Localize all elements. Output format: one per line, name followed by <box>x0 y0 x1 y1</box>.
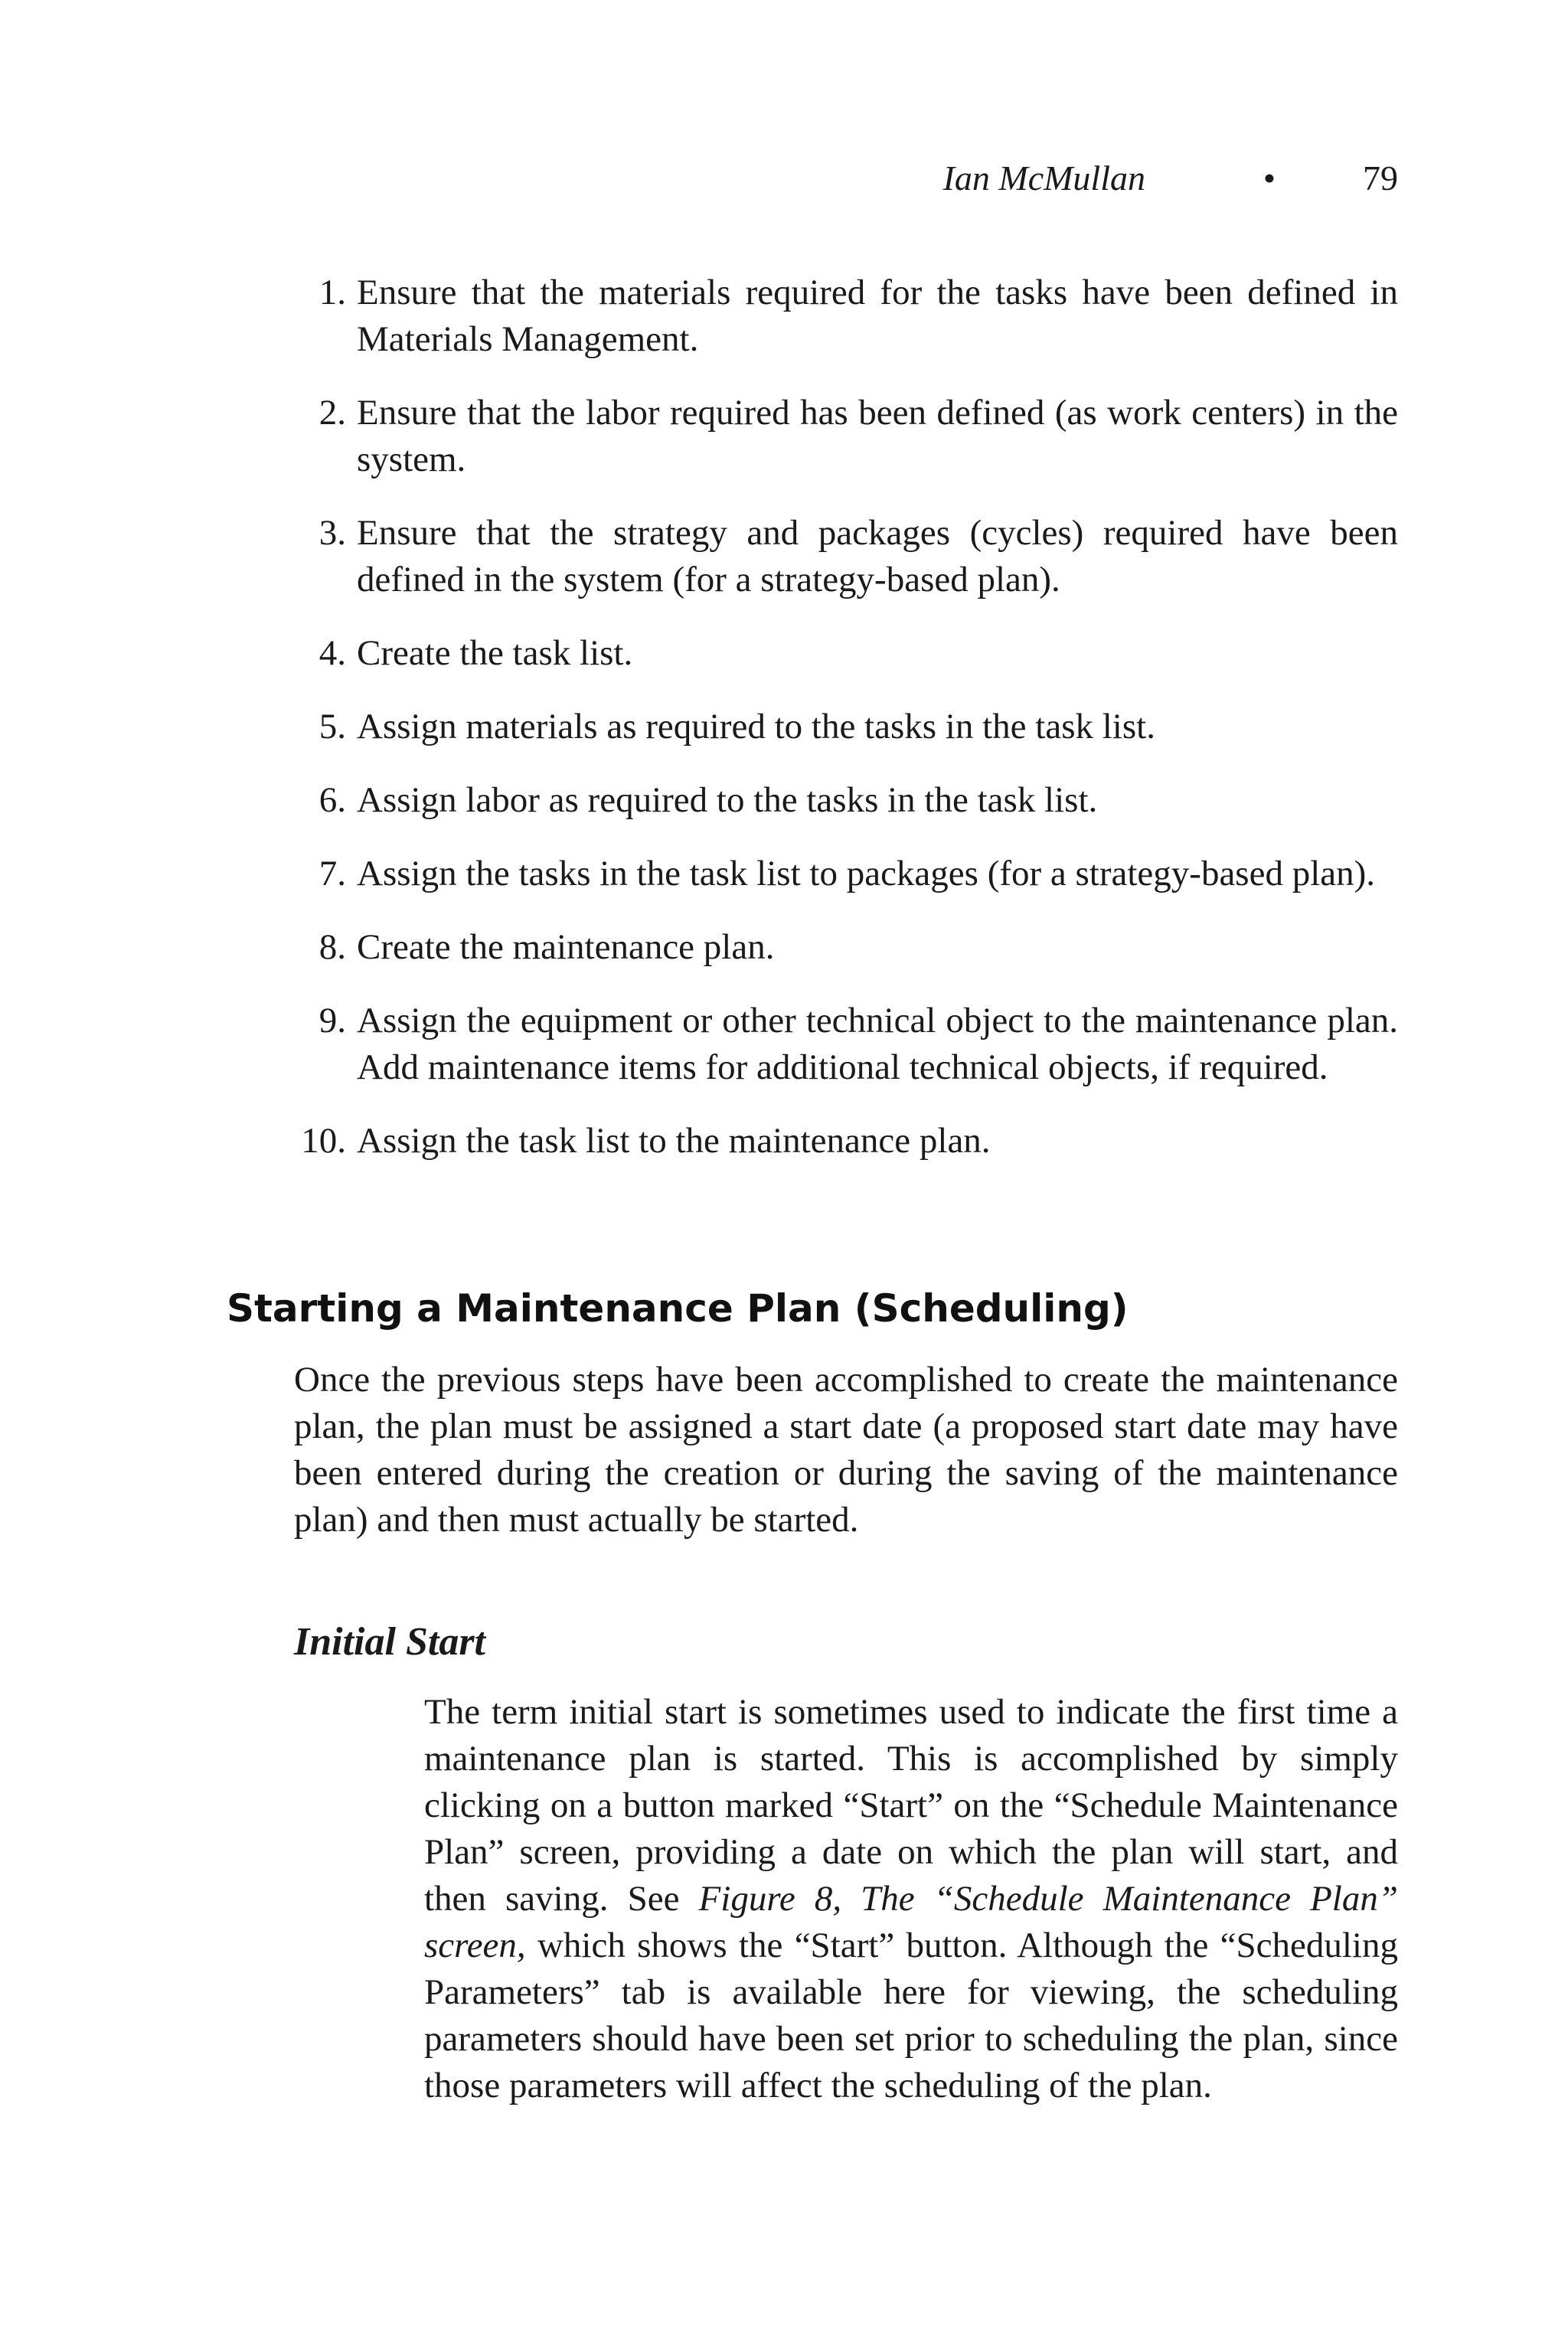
list-item <box>285 924 1398 971</box>
steps-list <box>285 270 1398 1191</box>
list-item-text: Ensure that the strategy and packages (cycles) required have been defined in the system (for a strategy-based plan). <box>357 513 1398 599</box>
list-item-number: 6. <box>318 780 346 820</box>
running-head-separator: • <box>1263 158 1276 198</box>
subsection-paragraph <box>424 1689 1398 2109</box>
list-item-number: 7. <box>318 854 346 893</box>
list-item-text: Assign the equipment or other technical object to the maintenance plan. Add maintenance items for additional technical objects, if required. <box>357 1001 1398 1087</box>
list-item <box>285 998 1398 1091</box>
figure-reference: Figure 8, The “Schedule Maintenance Plan” screen, <box>424 1879 1398 1965</box>
list-item-number: 10. <box>301 1121 346 1161</box>
list-item-number: 4. <box>318 633 346 673</box>
list-item-text: Assign materials as required to the tasks in the task list. <box>357 707 1155 746</box>
list-item-text: Assign the task list to the maintenance plan. <box>357 1121 991 1161</box>
list-item <box>285 777 1398 824</box>
section-heading: Starting a Maintenance Plan (Scheduling) <box>227 1286 1129 1331</box>
list-item-text: Create the maintenance plan. <box>357 927 775 967</box>
list-item <box>285 704 1398 750</box>
list-item <box>285 510 1398 603</box>
list-item-number: 3. <box>318 513 346 553</box>
paragraph-text-part1: The term initial start is sometimes used to indicate the first time a maintenance plan is started. This is accomplished by simply clicking on a button marked “Start” on the “Schedule Maintenance Plan” screen, providing a date on which the plan will start, and then saving. See <box>424 1692 1398 1919</box>
list-item <box>285 270 1398 363</box>
page-number: 79 <box>1363 158 1398 198</box>
list-item <box>285 1118 1398 1165</box>
list-item-number: 5. <box>318 707 346 746</box>
list-item-text: Assign the tasks in the task list to packages (for a strategy-based plan). <box>357 854 1376 893</box>
list-item-number: 2. <box>318 393 346 433</box>
running-head <box>0 152 1398 205</box>
list-item-text: Ensure that the materials required for the tasks have been defined in Materials Management. <box>357 273 1398 359</box>
list-item-text: Create the task list. <box>357 633 633 673</box>
list-item-text: Ensure that the labor required has been defined (as work centers) in the system. <box>357 393 1398 479</box>
list-item <box>285 851 1398 897</box>
list-item-number: 9. <box>318 1001 346 1040</box>
list-item-text: Assign labor as required to the tasks in the task list. <box>357 780 1098 820</box>
subsection-heading: Initial Start <box>294 1620 485 1664</box>
paragraph-text-part2: which shows the “Start” button. Although the “Scheduling Parameters” tab is available here for viewing, the scheduling parameters should have been set prior to scheduling the plan, since those parameters will affect the scheduling of the plan. <box>424 1926 1398 2105</box>
section-intro-paragraph: Once the previous steps have been accomplished to create the maintenance plan, the plan must be assigned a start date (a proposed start date may have been entered during the creation or during the saving of the maintenance plan) and then must actually be started. <box>294 1360 1398 1540</box>
list-item <box>285 630 1398 677</box>
list-item <box>285 390 1398 483</box>
list-item-number: 1. <box>318 273 346 312</box>
running-head-author: Ian McMullan <box>942 158 1145 198</box>
list-item-number: 8. <box>318 927 346 967</box>
